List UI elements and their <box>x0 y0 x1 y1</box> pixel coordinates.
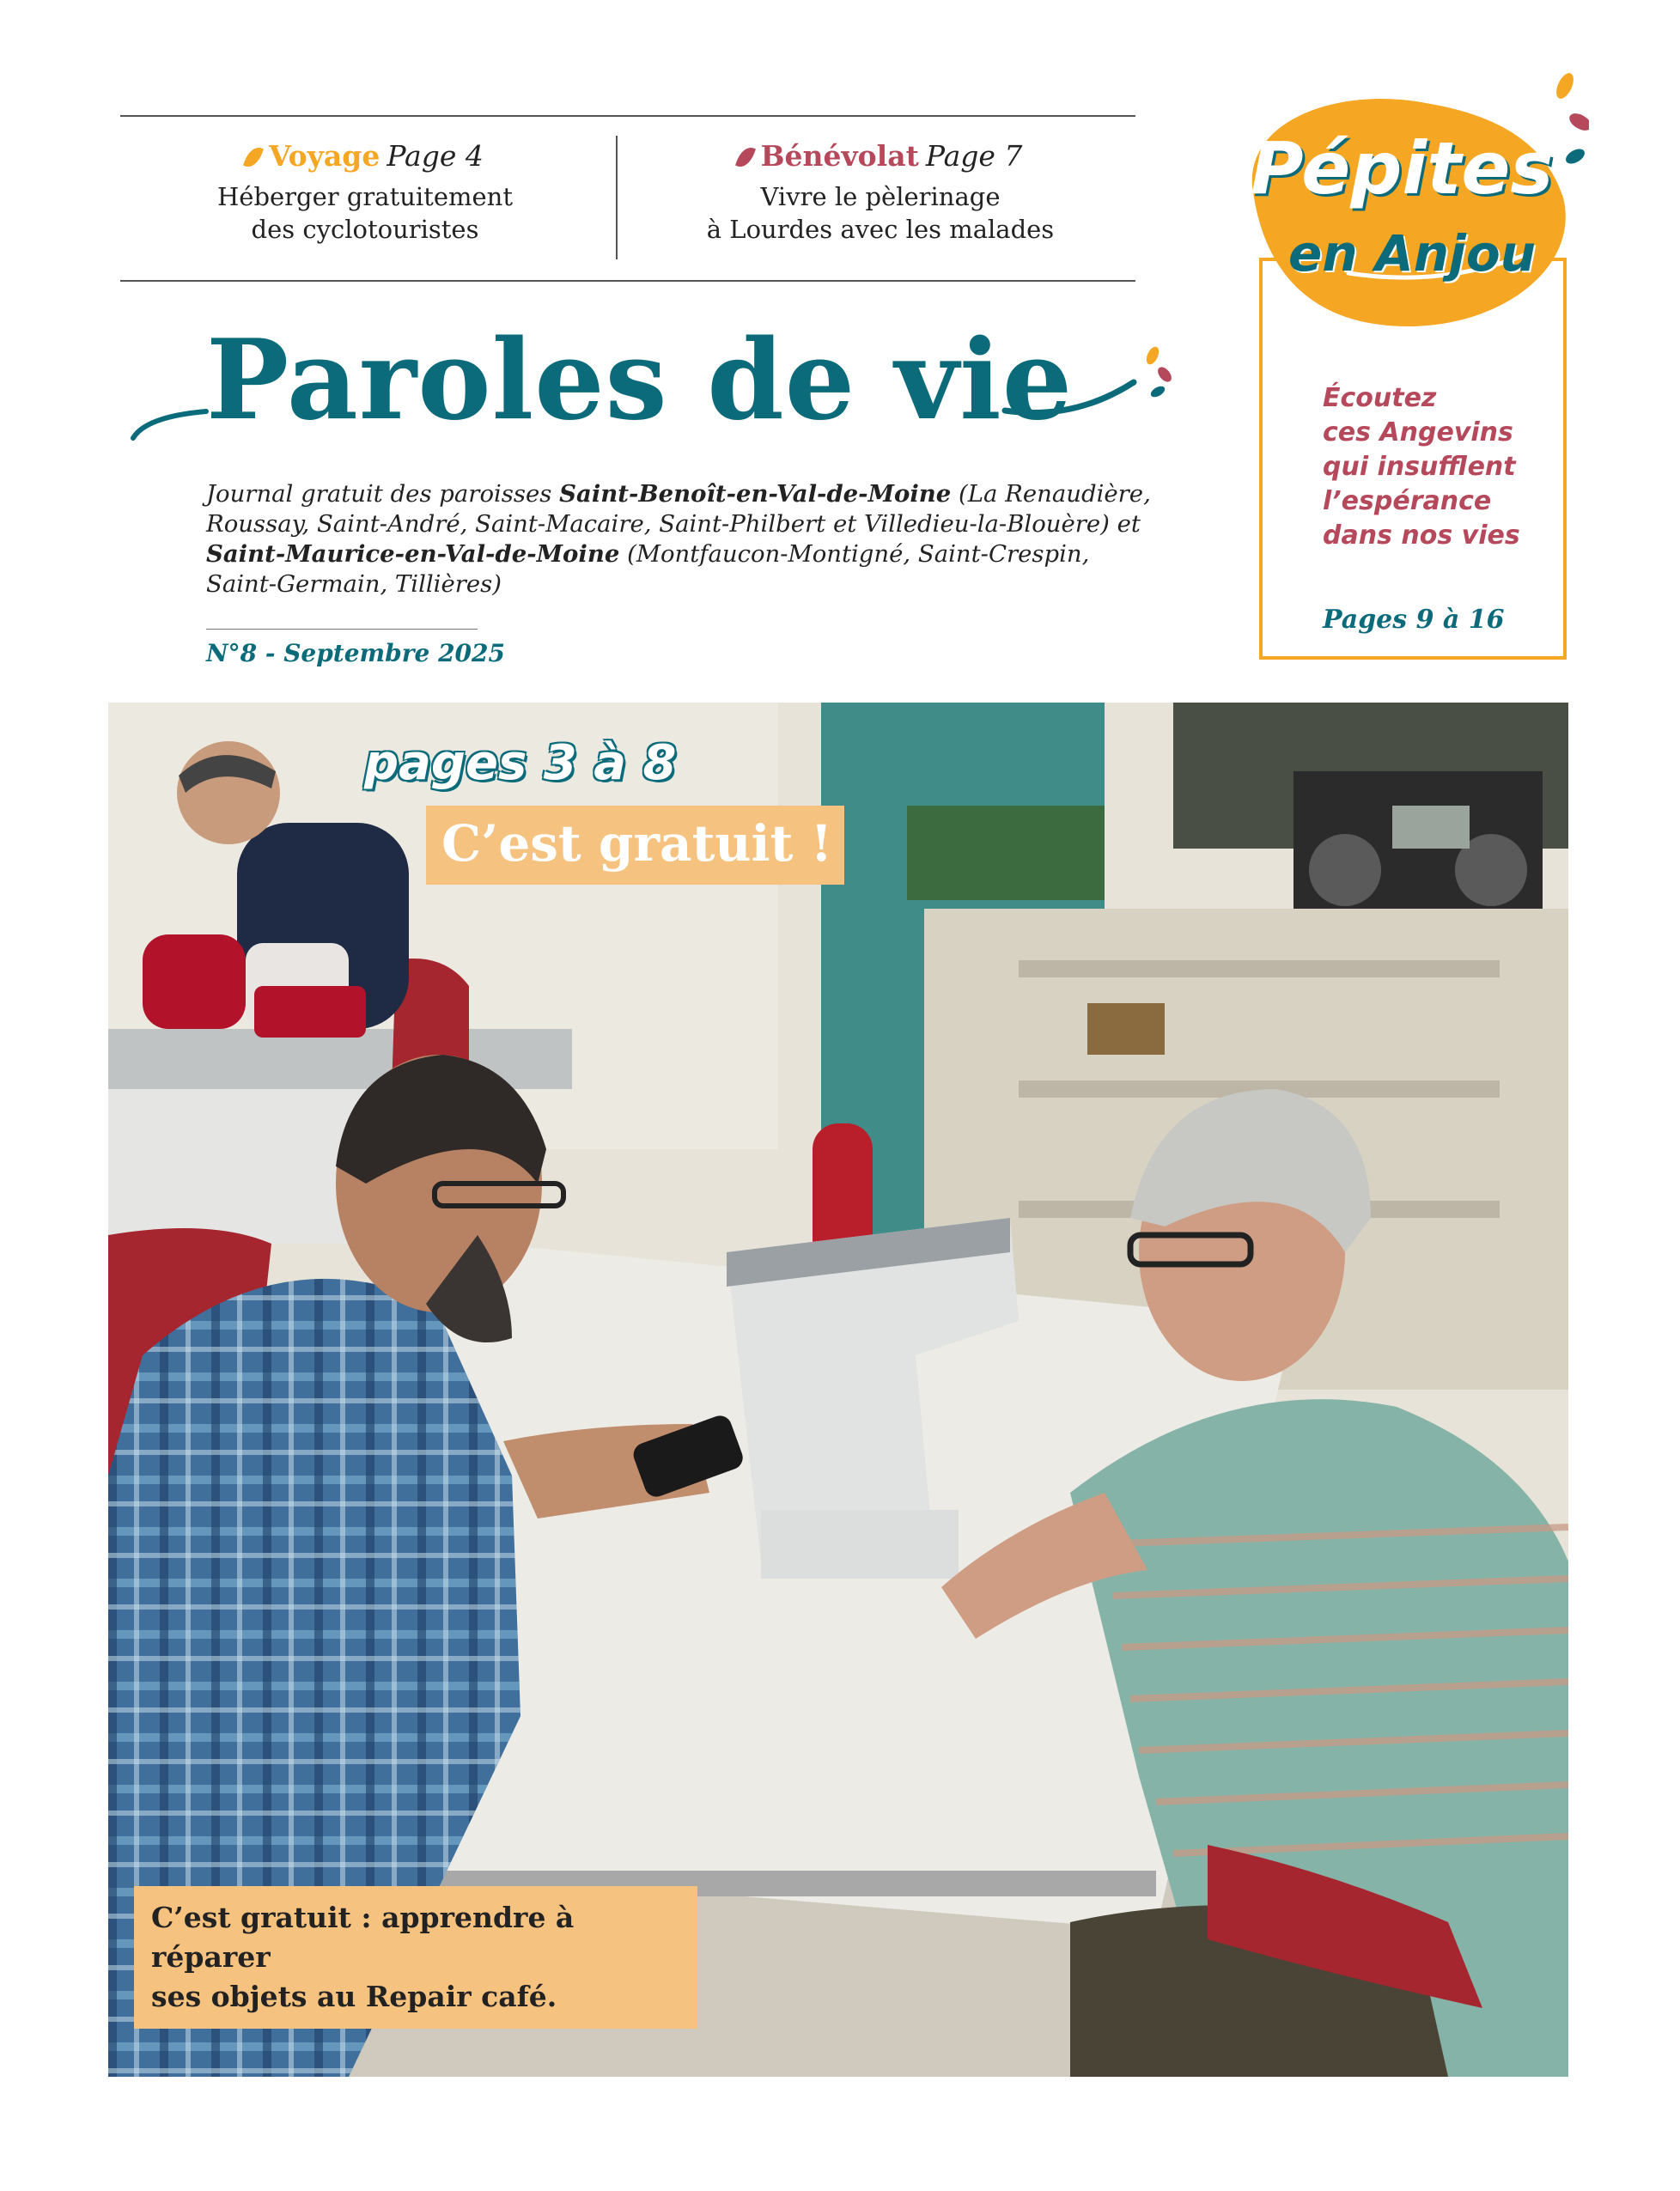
teaser-text-line: des cyclotouristes <box>251 215 479 244</box>
teaser-label: Bénévolat <box>760 139 919 173</box>
pepites-line: qui insufflent <box>1323 452 1516 482</box>
photo-kicker: pages 3 à 8 <box>364 735 677 791</box>
teaser-page: Page 7 <box>925 139 1023 173</box>
intro-part: (La Renaudière, Roussay, Saint-André, Saint-Macaire, Saint-Philbert et Villedieu-la-Blouère) et <box>206 480 1151 538</box>
pepites-text <box>1323 381 1563 553</box>
issue-number: N°8 - Septembre 2025 <box>206 639 506 667</box>
issue-rule <box>206 629 478 630</box>
pepites-brand-line2: en Anjou <box>1288 224 1537 283</box>
leaf-icon <box>243 144 264 170</box>
teaser-benevolat[interactable] <box>636 137 1125 246</box>
parish-name: Saint-Benoît-en-Val-de-Moine <box>559 480 952 508</box>
pepites-line: Écoutez <box>1323 383 1437 413</box>
teaser-text-line: Vivre le pèlerinage <box>760 182 1001 211</box>
pepites-brand-line1: Pépites <box>1251 126 1554 210</box>
caption-line: C’est gratuit : apprendre à réparer <box>151 1901 575 1974</box>
teaser-divider <box>616 136 618 259</box>
swoosh-left-icon <box>129 391 215 442</box>
pepites-line: ces Angevins <box>1323 417 1513 447</box>
pepites-line: dans nos vies <box>1323 520 1520 551</box>
pepites-line: l’espérance <box>1323 486 1492 516</box>
photo-headline: C’est gratuit ! <box>426 806 844 885</box>
intro-part: (Montfaucon-Montigné, Saint-Crespin, Saint-Germain, Tillières) <box>206 540 1090 598</box>
parish-name: Saint-Maurice-en-Val-de-Moine <box>206 540 620 568</box>
photo-caption <box>134 1886 697 2029</box>
page-title: Paroles de vie <box>206 316 1074 445</box>
teaser-page: Page 4 <box>387 139 484 173</box>
teaser-voyage[interactable] <box>120 137 610 246</box>
intro-text <box>206 479 1151 599</box>
intro-part: Journal gratuit des paroisses <box>206 480 560 508</box>
teaser-label: Voyage <box>269 139 380 173</box>
repair-cafe-photo-icon <box>108 703 1568 2077</box>
teaser-bottom-rule <box>120 280 1135 282</box>
pepites-pages: Pages 9 à 16 <box>1323 605 1505 635</box>
top-rule <box>120 115 1135 117</box>
caption-line: ses objets au Repair café. <box>151 1980 557 2013</box>
leaf-icon <box>735 144 756 170</box>
cover-photo <box>108 703 1568 2077</box>
teaser-text-line: à Lourdes avec les malades <box>706 215 1055 244</box>
teaser-text-line: Héberger gratuitement <box>217 182 513 211</box>
